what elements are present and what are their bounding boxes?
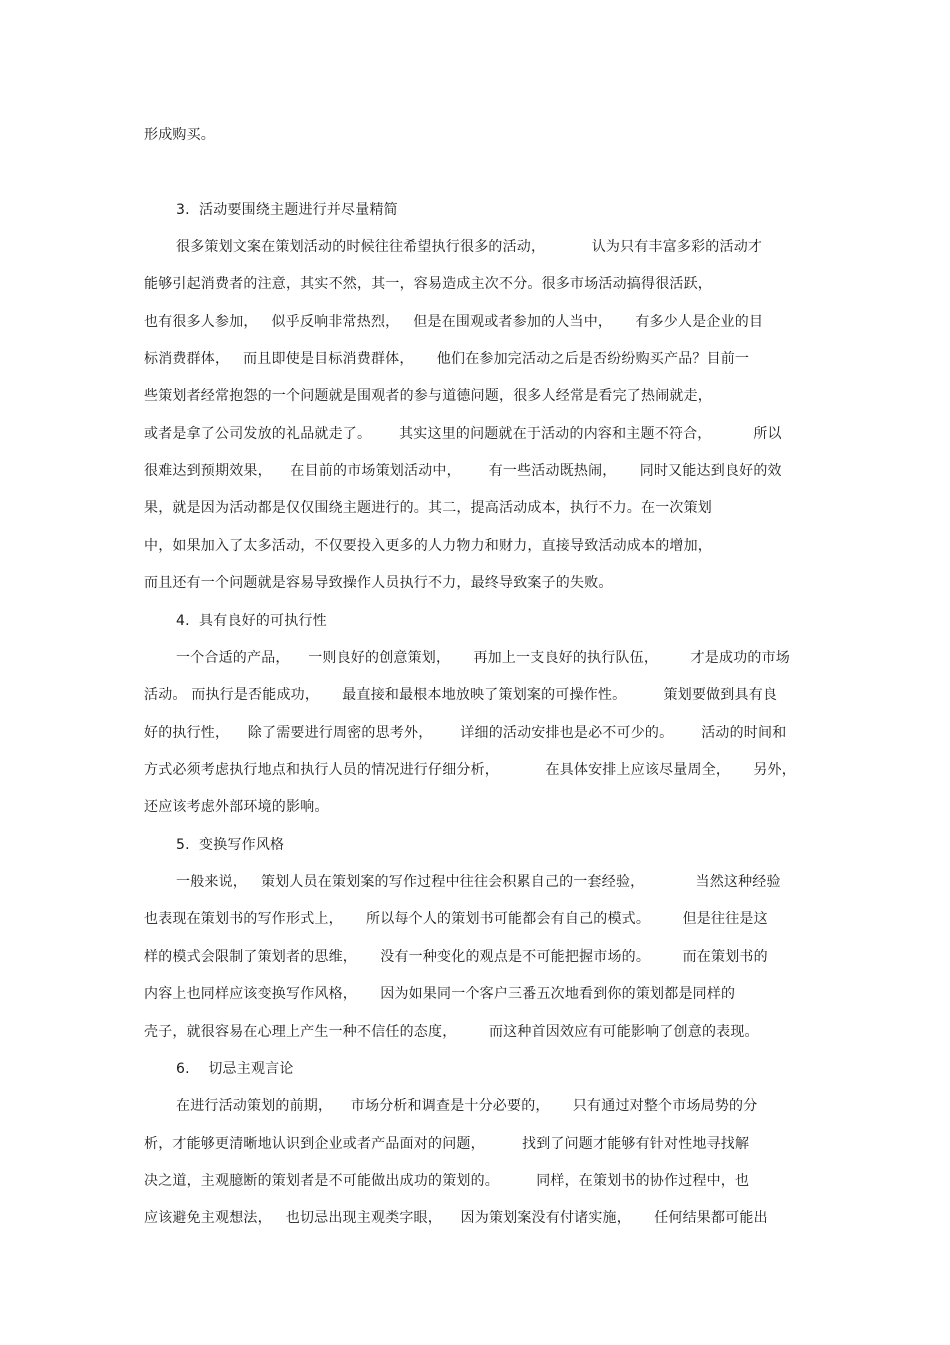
paragraph-line: 而且还有一个问题就是容易导致操作人员执行不力，最终导致案子的失败。 (144, 575, 613, 591)
paragraph-line: 决之道，主观臆断的策划者是不可能做出成功的策划的。 同样，在策划书的协作过程中，也 (144, 1173, 750, 1189)
section-heading-6: 6. 切忌主观言论 (176, 1061, 294, 1077)
paragraph-line: 样的模式会限制了策划者的思维， 没有一种变化的观点是不可能把握市场的。 而在策划书的 (144, 949, 768, 965)
paragraph-line: 应该避免主观想法， 也切忌出现主观类字眼， 因为策划案没有付诸实施， 任何结果都可能出 (144, 1210, 768, 1226)
paragraph-line: 也表现在策划书的写作形式上， 所以每个人的策划书可能都会有自己的模式。 但是往往是这 (144, 911, 768, 927)
paragraph-line: 能够引起消费者的注意，其实不然，其一，容易造成主次不分。很多市场活动搞得很活跃， (144, 276, 712, 292)
paragraph-line: 壳子，就很容易在心理上产生一种不信任的态度， 而这种首因效应有可能影响了创意的表现。 (144, 1024, 759, 1040)
paragraph-line: 一般来说， 策划人员在策划案的写作过程中往往会积累自己的一套经验， 当然这种经验 (176, 874, 781, 890)
section-heading-3: 3. 活动要围绕主题进行并尽量精简 (176, 202, 398, 218)
paragraph-line: 好的执行性， 除了需要进行周密的思考外， 详细的活动安排也是必不可少的。 活动的时间和 (144, 725, 787, 741)
paragraph-line: 活动。 而执行是否能成功， 最直接和最根本地放映了策划案的可操作性。 策划要做到具有良 (144, 687, 778, 703)
section-heading-5: 5. 变换写作风格 (176, 837, 285, 853)
paragraph-line: 方式必须考虑执行地点和执行人员的情况进行仔细分析， 在具体安排上应该尽量周全， 另外， (144, 762, 796, 778)
paragraph-line: 一个合适的产品， 一则良好的创意策划， 再加上一支良好的执行队伍， 才是成功的市场 (176, 650, 791, 666)
paragraph-line: 形成购买。 (144, 127, 215, 143)
paragraph-line: 很多策划文案在策划活动的时候往往希望执行很多的活动， 认为只有丰富多彩的活动才 (176, 239, 763, 255)
paragraph-line: 或者是拿了公司发放的礼品就走了。 其实这里的问题就在于活动的内容和主题不符合， 所以 (144, 426, 782, 442)
paragraph-line: 很难达到预期效果， 在目前的市场策划活动中， 有一些活动既热闹， 同时又能达到良好的效 (144, 463, 782, 479)
paragraph-line: 中，如果加入了太多活动，不仅要投入更多的人力物力和财力，直接导致活动成本的增加， (144, 538, 712, 554)
paragraph-line: 标消费群体， 而且即使是目标消费群体， 他们在参加完活动之后是否纷纷购买产品？目前一 (144, 351, 750, 367)
paragraph-line: 还应该考虑外部环境的影响。 (144, 799, 329, 815)
paragraph-line: 些策划者经常抱怨的一个问题就是围观者的参与道德问题，很多人经常是看完了热闹就走， (144, 388, 712, 404)
paragraph-line: 内容上也同样应该变换写作风格， 因为如果同一个客户三番五次地看到你的策划都是同样的 (144, 986, 736, 1002)
paragraph-line: 果，就是因为活动都是仅仅围绕主题进行的。其二，提高活动成本，执行不力。在一次策划 (144, 500, 712, 516)
paragraph-line: 在进行活动策划的前期， 市场分析和调查是十分必要的， 只有通过对整个市场局势的分 (176, 1098, 758, 1114)
paragraph-line: 析，才能够更清晰地认识到企业或者产品面对的问题， 找到了问题才能够有针对性地寻找解 (144, 1136, 750, 1152)
section-heading-4: 4. 具有良好的可执行性 (176, 613, 327, 629)
paragraph-line: 也有很多人参加， 似乎反响非常热烈， 但是在围观或者参加的人当中， 有多少人是企业的目 (144, 314, 764, 330)
